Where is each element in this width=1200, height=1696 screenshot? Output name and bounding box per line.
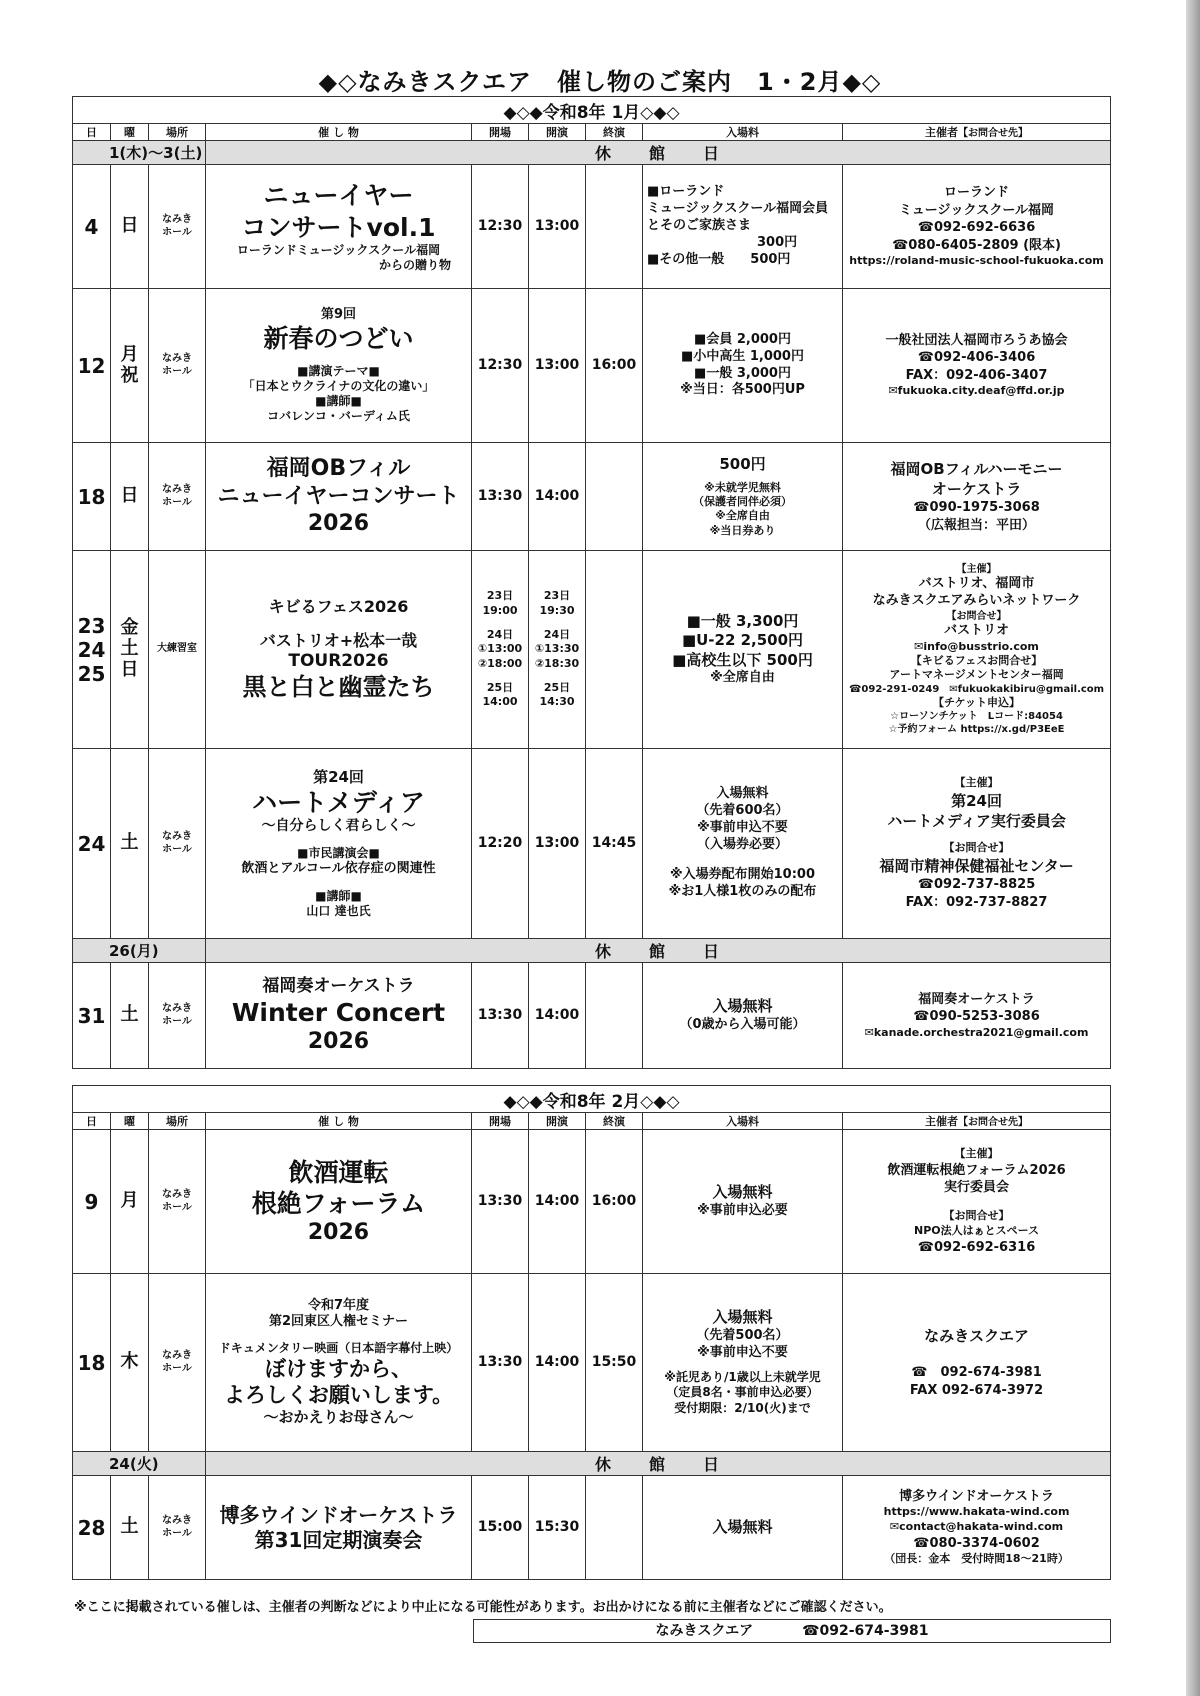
- event-day: 24: [73, 749, 111, 939]
- event-day: 18: [73, 443, 111, 551]
- event-title: 福岡奏オーケストラ Winter Concert 2026: [206, 963, 472, 1069]
- header-event: 催 し 物: [206, 1113, 472, 1130]
- event-end-time: [586, 165, 643, 289]
- event-title: 福岡OBフィル ニューイヤーコンサート 2026: [206, 443, 472, 551]
- footer-phone: ☎092-674-3981: [802, 1623, 929, 1639]
- table-row: [73, 289, 1111, 443]
- event-title: 第9回 新春のつどい ■講演テーマ■ 「日本とウクライナの文化の違い」 ■講師■ コバレンコ・バーディム氏: [206, 289, 472, 443]
- event-fee: 入場無料 （先着600名） ※事前申込不要 （入場券必要） ※入場券配布開始10:00 ※お1人様1枚のみの配布: [643, 749, 843, 939]
- event-organizer: 一般社団法人福岡市ろうあ協会 ☎092-406-3406 FAX：092-406-3407 ✉fukuoka.city.deaf@ffd.or.jp: [843, 289, 1111, 443]
- event-start-time: 14:00: [529, 443, 586, 551]
- event-weekday: 土: [111, 963, 149, 1069]
- event-day: 12: [73, 289, 111, 443]
- closed-day-row: [73, 141, 1111, 165]
- event-start-time: 14:00: [529, 963, 586, 1069]
- event-day: 9: [73, 1130, 111, 1274]
- event-venue: なみき ホール: [149, 1476, 206, 1580]
- event-open-time: 12:20: [472, 749, 529, 939]
- closed-day-row: [73, 939, 1111, 963]
- event-open-time: 12:30: [472, 165, 529, 289]
- closed-label: 休 館 日: [206, 141, 1111, 165]
- header-end: 終演: [586, 124, 643, 141]
- event-organizer: ローランド ミュージックスクール福岡 ☎092-692-6636 ☎080-6405-2809 (限本) https://roland-music-school-fukuoka.com: [843, 165, 1111, 289]
- event-open-time: 12:30: [472, 289, 529, 443]
- closed-date: 1(木)～3(土): [73, 141, 206, 165]
- header-weekday: 曜: [111, 124, 149, 141]
- event-day: 18: [73, 1274, 111, 1452]
- header-weekday: 曜: [111, 1113, 149, 1130]
- page-edge: [1186, 0, 1200, 1696]
- footer-contact: [473, 1619, 1111, 1643]
- event-venue: なみき ホール: [149, 963, 206, 1069]
- header-organizer: 主催者【お問合せ先】: [843, 124, 1111, 141]
- event-weekday: 金 土 日: [111, 551, 149, 749]
- event-title: 飲酒運転 根絶フォーラム 2026: [206, 1130, 472, 1274]
- event-open-time: 13:30: [472, 1130, 529, 1274]
- event-organizer: 【主催】 バストリオ、福岡市 なみきスクエアみらいネットワーク 【お問合せ】 バストリオ ✉info@busstrio.com 【キビるフェスお問合せ】 アートマネージメントセンター福岡 ☎092-291-0249 ✉fukuokakibiru@gmail.com 【チケット申込】 ☆ローソンチケット Lコード:84054 ☆予約フォーム https://x.gd/P3EeE: [843, 551, 1111, 749]
- event-title: ニューイヤー コンサートvol.1 ローランドミュージックスクール福岡 からの贈り物: [206, 165, 472, 289]
- event-organizer: 福岡OBフィルハーモニー オーケストラ ☎090-1975-3068 （広報担当：平田）: [843, 443, 1111, 551]
- page-title: ◆◇なみきスクエア 催し物のご案内 1・2月◆◇: [318, 68, 882, 96]
- event-day: 28: [73, 1476, 111, 1580]
- event-fee: 500円 ※未就学児無料 （保護者同伴必須） ※全席自由 ※当日券あり: [643, 443, 843, 551]
- event-fee: 入場無料: [643, 1476, 843, 1580]
- event-start-time: 13:00: [529, 289, 586, 443]
- february-schedule-table: [72, 1085, 1111, 1580]
- header-fee: 入場料: [643, 1113, 843, 1130]
- event-title: 博多ウインドオーケストラ 第31回定期演奏会: [206, 1476, 472, 1580]
- event-open-time: 15:00: [472, 1476, 529, 1580]
- header-open: 開場: [472, 124, 529, 141]
- header-day: 日: [73, 1113, 111, 1130]
- closed-date: 24(火): [73, 1452, 206, 1476]
- event-weekday: 月 祝: [111, 289, 149, 443]
- event-day: 4: [73, 165, 111, 289]
- header-venue: 場所: [149, 1113, 206, 1130]
- event-venue: なみき ホール: [149, 749, 206, 939]
- table-row: [73, 963, 1111, 1069]
- header-day: 日: [73, 124, 111, 141]
- event-end-time: 15:50: [586, 1274, 643, 1452]
- header-venue: 場所: [149, 124, 206, 141]
- event-organizer: 福岡奏オーケストラ ☎090-5253-3086 ✉kanade.orchestra2021@gmail.com: [843, 963, 1111, 1069]
- event-venue: なみき ホール: [149, 1130, 206, 1274]
- event-weekday: 土: [111, 749, 149, 939]
- event-end-time: 16:00: [586, 1130, 643, 1274]
- event-weekday: 日: [111, 165, 149, 289]
- closed-label: 休 館 日: [206, 1452, 1111, 1476]
- event-fee: 入場無料 ※事前申込必要: [643, 1130, 843, 1274]
- event-open-time: 13:30: [472, 1274, 529, 1452]
- event-start-time: 23日 19:30 24日 ①13:30 ②18:30 25日 14:30: [529, 551, 586, 749]
- event-day: 23 24 25: [73, 551, 111, 749]
- event-organizer: 【主催】 第24回 ハートメディア実行委員会 【お問合せ】 福岡市精神保健福祉センター ☎092-737-8825 FAX：092-737-8827: [843, 749, 1111, 939]
- table-row: [73, 551, 1111, 749]
- table-header: [73, 124, 1111, 141]
- event-end-time: [586, 443, 643, 551]
- header-event: 催 し 物: [206, 124, 472, 141]
- event-weekday: 木: [111, 1274, 149, 1452]
- event-end-time: [586, 963, 643, 1069]
- header-start: 開演: [529, 124, 586, 141]
- event-end-time: 14:45: [586, 749, 643, 939]
- closed-date: 26(月): [73, 939, 206, 963]
- table-row: [73, 1274, 1111, 1452]
- event-end-time: [586, 551, 643, 749]
- event-start-time: 13:00: [529, 165, 586, 289]
- header-open: 開場: [472, 1113, 529, 1130]
- closed-day-row: [73, 1452, 1111, 1476]
- event-end-time: 16:00: [586, 289, 643, 443]
- event-end-time: [586, 1476, 643, 1580]
- closed-label: 休 館 日: [206, 939, 1111, 963]
- table-row: [73, 165, 1111, 289]
- event-start-time: 14:00: [529, 1274, 586, 1452]
- month-title-january: ◆◇◆令和8年 1月◇◆◇: [73, 97, 1111, 124]
- event-fee: 入場無料 （0歳から入場可能）: [643, 963, 843, 1069]
- event-fee: 入場無料 （先着500名） ※事前申込不要 ※託児あり/1歳以上未就学児 （定員8名・事前申込必要） 受付期限：2/10(火)まで: [643, 1274, 843, 1452]
- footer-venue-name: なみきスクエア: [655, 1623, 754, 1639]
- event-day: 31: [73, 963, 111, 1069]
- event-start-time: 15:30: [529, 1476, 586, 1580]
- event-fee: ■会員 2,000円 ■小中高生 1,000円 ■一般 3,000円 ※当日：各500円UP: [643, 289, 843, 443]
- header-fee: 入場料: [643, 124, 843, 141]
- event-open-time: 13:30: [472, 443, 529, 551]
- event-organizer: なみきスクエア ☎ 092-674-3981 FAX 092-674-3972: [843, 1274, 1111, 1452]
- event-start-time: 14:00: [529, 1130, 586, 1274]
- event-weekday: 日: [111, 443, 149, 551]
- event-venue: なみき ホール: [149, 165, 206, 289]
- header-organizer: 主催者【お問合せ先】: [843, 1113, 1111, 1130]
- event-venue: なみき ホール: [149, 289, 206, 443]
- table-row: [73, 1476, 1111, 1580]
- table-row: [73, 1130, 1111, 1274]
- event-title: 令和7年度 第2回東区人権セミナー ドキュメンタリー映画（日本語字幕付上映） ぼけますから、 よろしくお願いします。 ～おかえりお母さん～: [206, 1274, 472, 1452]
- header-end: 終演: [586, 1113, 643, 1130]
- event-open-time: 13:30: [472, 963, 529, 1069]
- event-venue: なみき ホール: [149, 1274, 206, 1452]
- event-title: 第24回 ハートメディア ～自分らしく君らしく～ ■市民講演会■ 飲酒とアルコール依存症の関連性 ■講師■ 山口 達也氏: [206, 749, 472, 939]
- event-fee: ■ローランド ミュージックスクール福岡会員 とそのご家族さま 300円 ■その他一般 500円: [643, 165, 843, 289]
- event-venue: 大練習室: [149, 551, 206, 749]
- event-venue: なみき ホール: [149, 443, 206, 551]
- event-weekday: 土: [111, 1476, 149, 1580]
- event-start-time: 13:00: [529, 749, 586, 939]
- header-start: 開演: [529, 1113, 586, 1130]
- disclaimer-note: ※ここに掲載されている催しは、主催者の判断などにより中止になる可能性があります。お出かけになる前に主催者などにご確認ください。: [74, 1600, 892, 1615]
- event-open-time: 23日 19:00 24日 ①13:00 ②18:00 25日 14:00: [472, 551, 529, 749]
- table-row: [73, 749, 1111, 939]
- month-title-february: ◆◇◆令和8年 2月◇◆◇: [73, 1086, 1111, 1113]
- event-organizer: 【主催】 飲酒運転根絶フォーラム2026 実行委員会 【お問合せ】 NPO法人はぁとスペース ☎092-692-6316: [843, 1130, 1111, 1274]
- event-weekday: 月: [111, 1130, 149, 1274]
- event-organizer: 博多ウインドオーケストラ https://www.hakata-wind.com ✉contact@hakata-wind.com ☎080-3374-0602 （団長：金本 受付時間18～21時）: [843, 1476, 1111, 1580]
- event-fee: ■一般 3,300円 ■U-22 2,500円 ■高校生以下 500円 ※全席自由: [643, 551, 843, 749]
- table-row: [73, 443, 1111, 551]
- january-schedule-table: [72, 96, 1111, 1069]
- table-header: [73, 1113, 1111, 1130]
- event-title: キビるフェス2026 バストリオ+松本一哉 TOUR2026 黒と白と幽霊たち: [206, 551, 472, 749]
